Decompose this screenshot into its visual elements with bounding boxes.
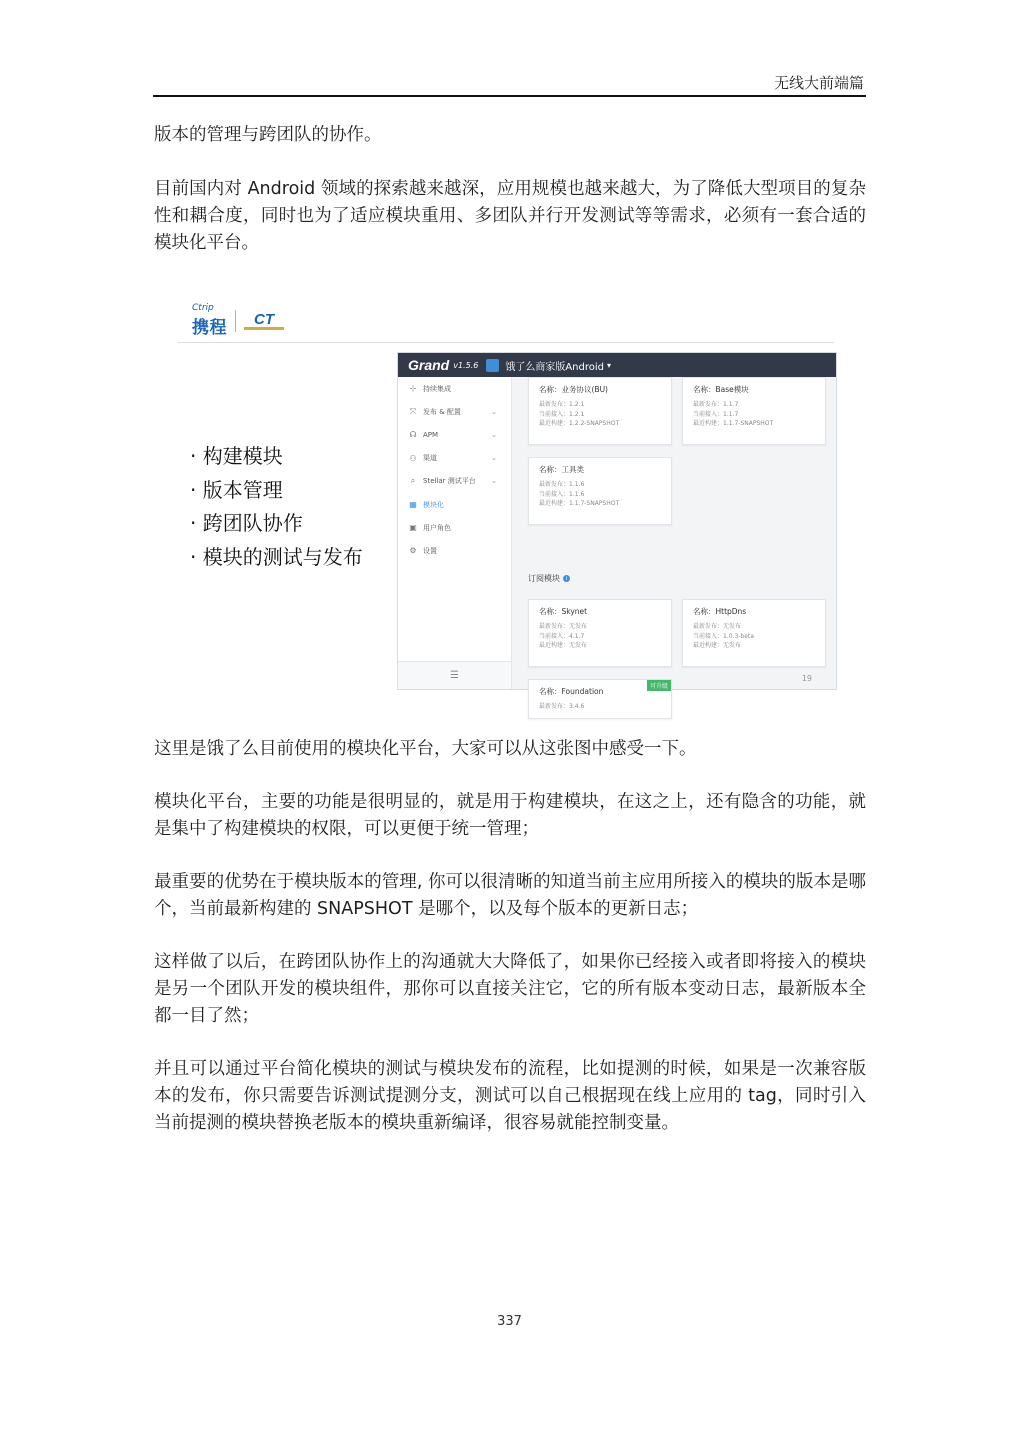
sidebar-item-modules[interactable]: ▦ 模块化 (409, 500, 444, 510)
paragraph-2: 目前国内对 Android 领域的探索越来越深，应用规模也越来越大，为了降低大型项目的复杂性和耦合度，同时也为了适应模块重用、多团队并行开发测试等等需求，必须有一套合适的模块化平台。 (154, 179, 866, 253)
chevron-down-icon: ⌄ (491, 454, 497, 463)
paragraph-7: 并且可以通过平台简化模块的测试与模块发布的流程，比如提测的时候，如果是一次兼容版本的发布，你只需要告诉测试提测分支，测试可以自己根据现在线上应用的 tag，同时引入当前提测的模块替换老版本的模块重新编译，很容易就能控制变量。 (154, 1059, 866, 1133)
sidebar-item-user-roles[interactable]: ▣ 用户角色 (409, 523, 451, 533)
paragraph-5: 最重要的优势在于模块版本的管理, 你可以很清晰的知道当前主应用所接入的模块的版本是哪个，当前最新构建的 SNAPSHOT 是哪个，以及每个版本的更新日志； (154, 872, 866, 919)
paragraph-4: 模块化平台，主要的功能是很明显的，就是用于构建模块，在这之上，还有隐含的功能，就是集中了构建模块的权限，可以更便于统一管理； (154, 792, 866, 839)
paragraph-1: 版本的管理与跨团队的协作。 (154, 125, 382, 145)
feature-bullets (190, 440, 363, 574)
header-rule (153, 95, 866, 97)
menu-list-icon[interactable]: ☰ (398, 661, 511, 689)
page-number: 337 (497, 1314, 522, 1329)
module-card[interactable]: 名称：业务协议(BU) 最新发布：1.2.1 当前接入：1.2.1 最近构建：1.2.2-SNAPSHOT (528, 377, 672, 445)
settings-icon: ⚙ (409, 546, 417, 556)
chevron-down-icon: ⌄ (491, 477, 497, 486)
ct-logo: CT (244, 312, 284, 330)
app-brand[interactable]: Grand (408, 357, 450, 373)
subscribed-modules-title: 订阅模块 i (528, 573, 570, 584)
info-icon: i (563, 575, 570, 582)
app-top-bar (398, 353, 836, 377)
app-version: v1.5.6 (453, 360, 479, 370)
bullet-item: · 构建模块 (190, 444, 283, 468)
publish-icon: ⤧ (409, 406, 417, 416)
channel-icon: ⚇ (409, 453, 417, 463)
platform-figure (178, 300, 838, 710)
module-card[interactable]: 可升级 名称：Foundation 最新发布：3.4.6 (528, 679, 672, 719)
module-card[interactable]: 名称：HttpDns 最新发布：无发布 当前接入：1.0.3-beta 最近构建：无发布 (682, 599, 826, 667)
paragraph-6: 这样做了以后，在跨团队协作上的沟通就大大降低了，如果你已经接入或者即将接入的模块是另一个团队开发的模块组件，那你可以直接关注它，它的所有版本变动日志，最新版本全都一目了然； (154, 952, 866, 1026)
bullet-item: · 版本管理 (190, 477, 283, 502)
project-selector[interactable]: 饿了么商家版Android (505, 361, 604, 373)
caret-down-icon[interactable]: ▾ (607, 360, 612, 370)
paragraph-3: 这里是饿了么目前使用的模块化平台，大家可以从这张图中感受一下。 (154, 739, 697, 759)
sidebar (398, 377, 512, 689)
sidebar-item-channel[interactable]: ⚇ 渠道 ⌄ (409, 453, 497, 463)
sidebar-item-publish[interactable]: ⤧ 发布 & 配置 ⌄ (409, 406, 497, 416)
chevron-down-icon: ⌄ (491, 407, 497, 416)
sidebar-item-apm[interactable]: ☊ APM ⌄ (409, 430, 497, 440)
sidebar-item-settings[interactable]: ⚙ 设置 (409, 546, 437, 556)
user-role-icon: ▣ (409, 523, 417, 533)
logo-separator (235, 310, 236, 332)
module-card[interactable]: 名称：Skynet 最新发布：无发布 当前接入：4.1.7 最近构建：无发布 (528, 599, 672, 667)
pagination-number[interactable]: 19 (801, 674, 812, 683)
module-icon: ▦ (409, 500, 417, 510)
bullet-item: · 跨团队协作 (190, 511, 303, 535)
grand-app-screenshot (397, 352, 837, 710)
sidebar-item-integration[interactable]: ⊹ 持续集成 (409, 384, 451, 394)
upgradable-badge: 可升级 (647, 680, 671, 691)
apm-icon: ☊ (409, 430, 417, 440)
test-icon: ⌕ (410, 476, 416, 486)
module-card[interactable]: 名称：Base模块 最新发布：1.1.7 当前接入：1.1.7 最近构建：1.1.7-SNAPSHOT (682, 377, 826, 445)
chevron-down-icon: ⌄ (491, 430, 497, 439)
figure-rule (178, 342, 834, 343)
ctrip-logo: Ctrip 携程 (192, 303, 227, 337)
module-content (512, 377, 836, 710)
logo-row (192, 303, 284, 337)
sidebar-item-stellar[interactable]: ⌕ Stellar 测试平台 ⌄ (398, 470, 511, 493)
bullet-item: · 模块的测试与发布 (190, 544, 363, 569)
module-card[interactable]: 名称：工具类 最新发布：1.1.6 当前接入：1.1.6 最近构建：1.1.7-SNAPSHOT (528, 457, 672, 525)
project-avatar (486, 359, 499, 372)
integration-icon: ⊹ (409, 384, 417, 394)
running-header: 无线大前端篇 (773, 74, 864, 92)
